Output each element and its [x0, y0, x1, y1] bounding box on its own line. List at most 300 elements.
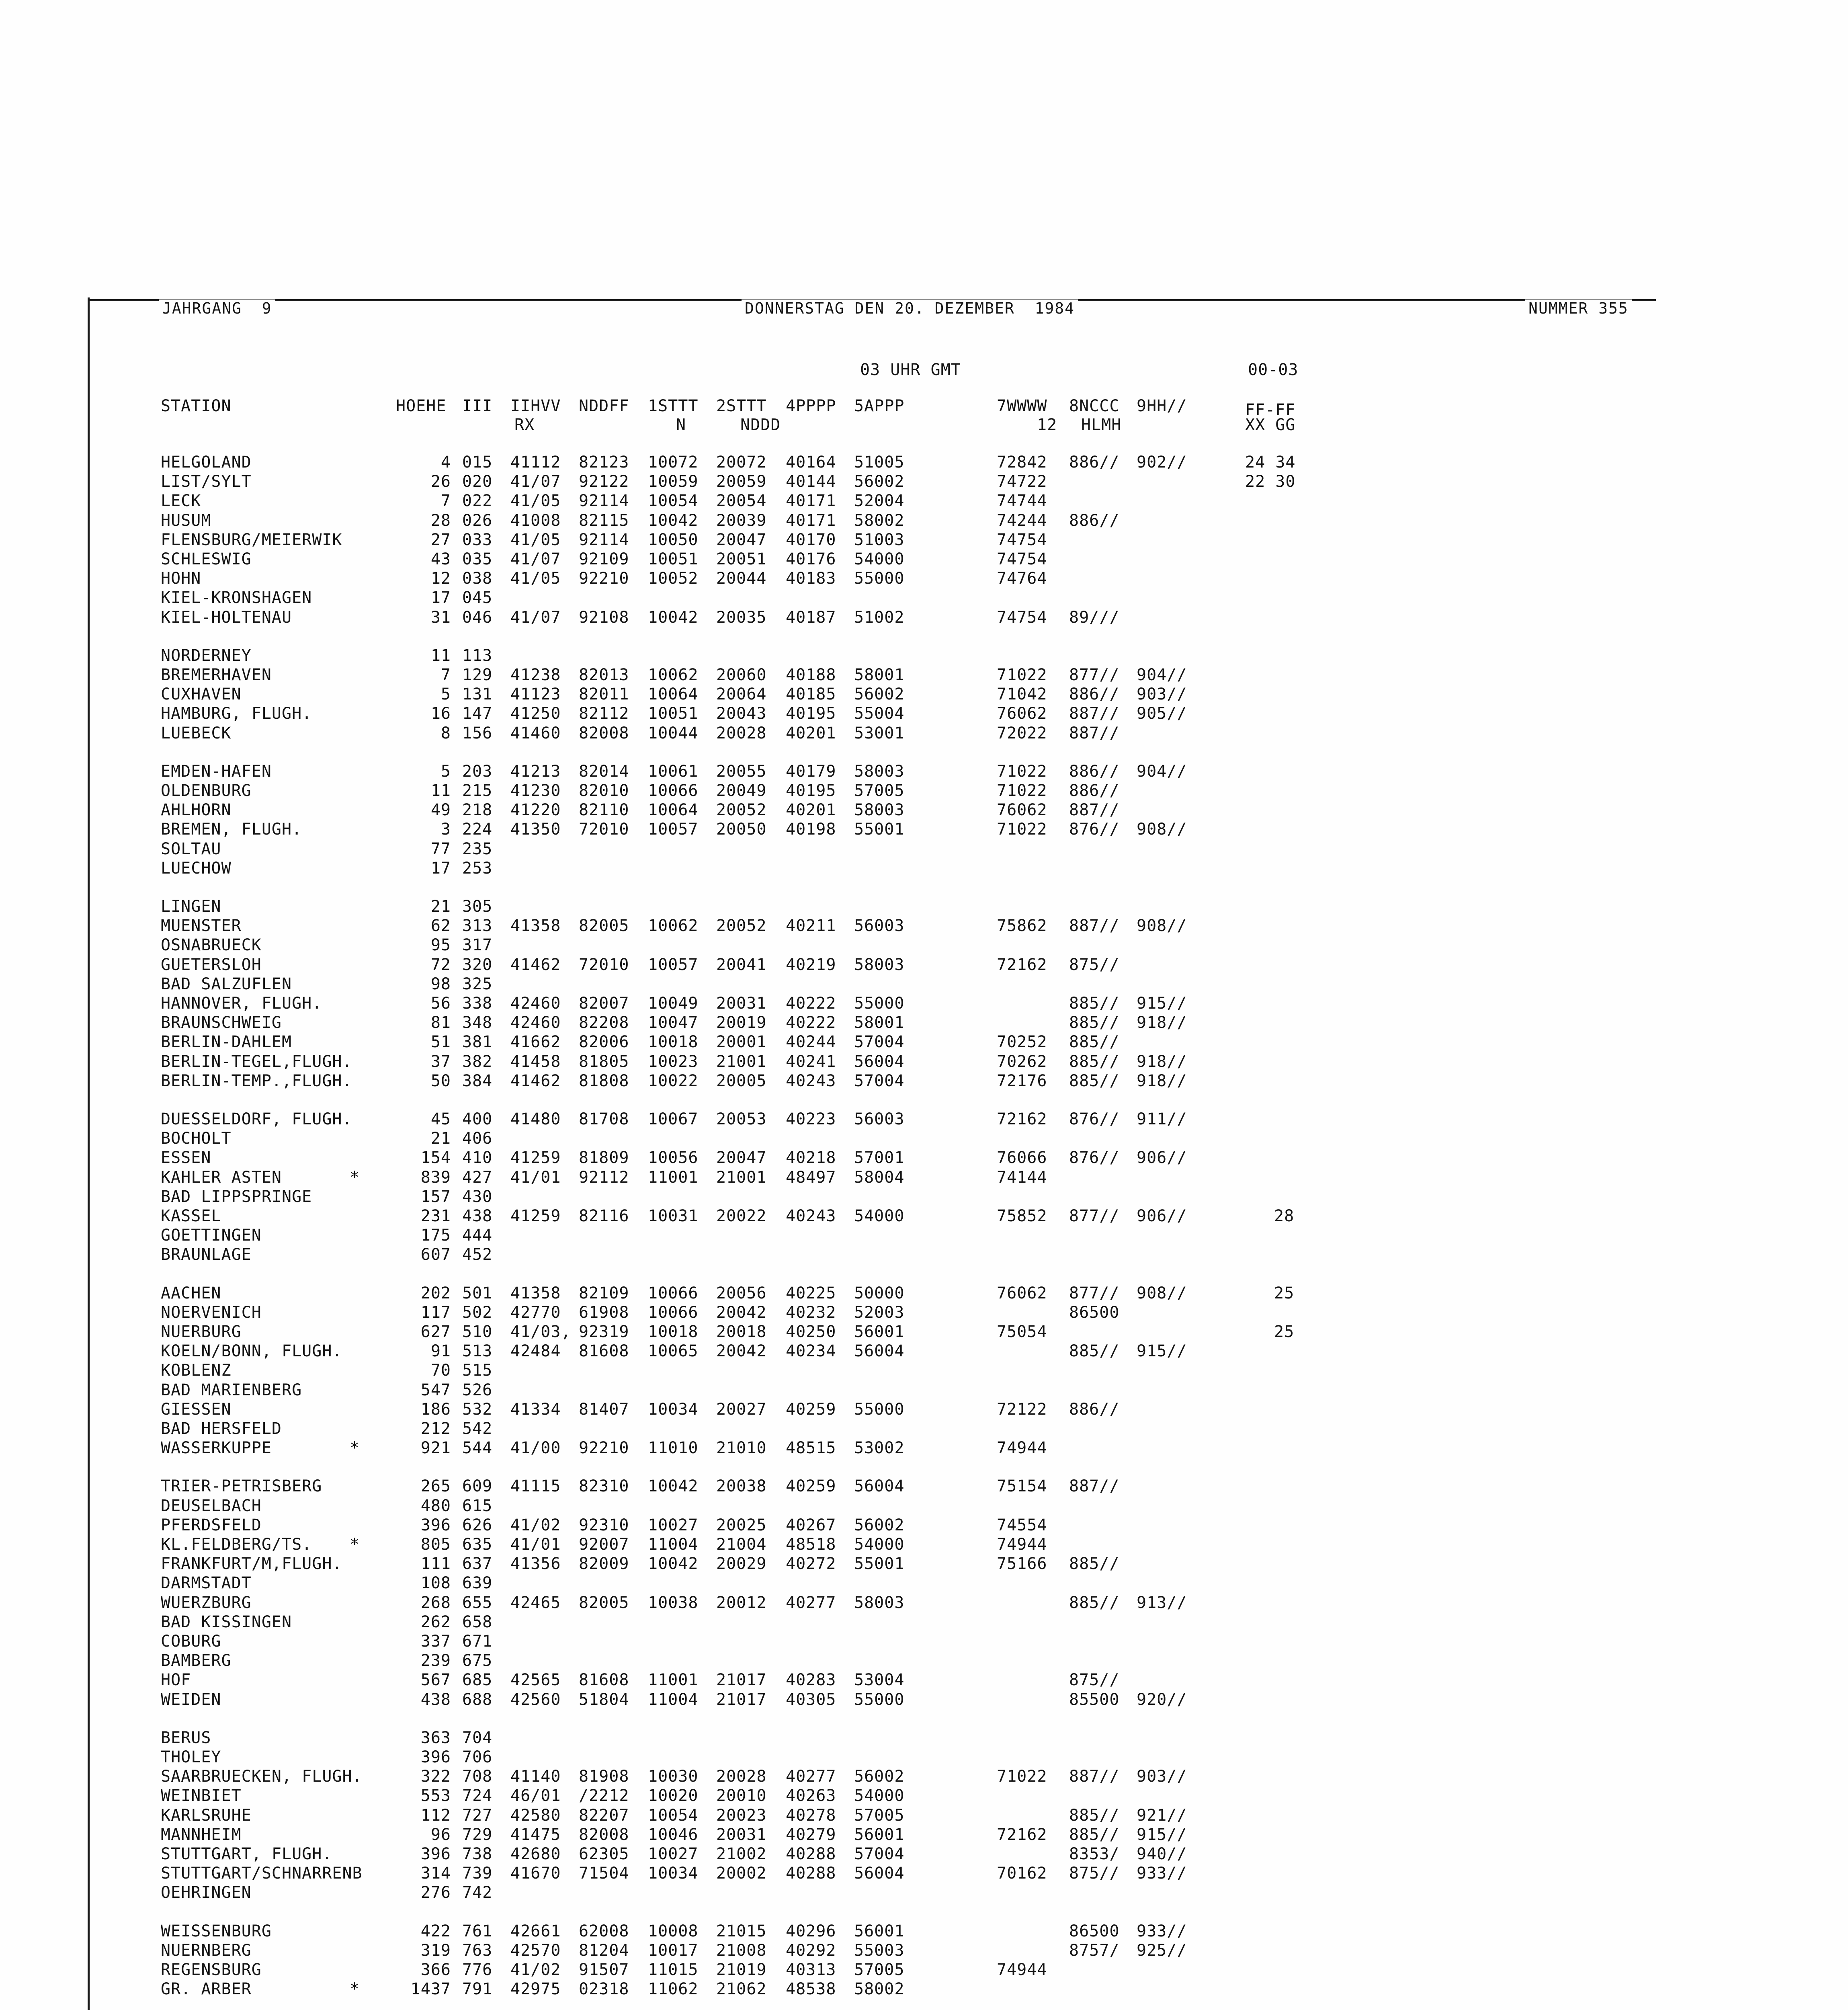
cell-1sttt: 10038	[648, 1594, 699, 1612]
col-station: STATION	[161, 397, 232, 415]
cell-1sttt: 10031	[648, 1207, 699, 1225]
cell-iii: 544	[462, 1439, 493, 1457]
cell-4pppp: 48538	[786, 1980, 836, 1998]
cell-7wwww: 76062	[997, 704, 1047, 723]
cell-nddff: /2212	[579, 1786, 629, 1805]
cell-nddff: 92310	[579, 1516, 629, 1534]
cell-hoehe: 21	[430, 897, 451, 916]
cell-9hh: 925//	[1137, 1941, 1187, 1960]
cell-5appp: 58001	[854, 666, 905, 684]
cell-2sttt: 21001	[716, 1052, 767, 1071]
cell-9hh: 915//	[1137, 994, 1187, 1013]
col-iihvv: IIHVV	[510, 397, 561, 415]
station-name: BREMEN, FLUGH.	[161, 820, 302, 839]
station-name: KIEL-HOLTENAU	[161, 608, 292, 627]
cell-1sttt: 10057	[648, 820, 699, 839]
cell-8nccc: 886//	[1069, 1400, 1120, 1419]
cell-2sttt: 20047	[716, 531, 767, 549]
cell-iii: 430	[462, 1188, 493, 1206]
cell-5appp: 55000	[854, 1690, 905, 1709]
cell-hoehe: 72	[430, 956, 451, 974]
station-name: KASSEL	[161, 1207, 221, 1225]
cell-iii: 113	[462, 646, 493, 665]
cell-nddff: 82207	[579, 1806, 629, 1825]
cell-iii: 131	[462, 685, 493, 704]
cell-4pppp: 40250	[786, 1323, 836, 1341]
station-name: LUEBECK	[161, 724, 232, 742]
cell-iii: 708	[462, 1767, 493, 1786]
cell-iii: 317	[462, 936, 493, 954]
cell-hoehe: 51	[430, 1033, 451, 1051]
cell-iii: 739	[462, 1864, 493, 1883]
cell-4pppp: 40288	[786, 1845, 836, 1863]
station-name: LIST/SYLT	[161, 472, 252, 491]
cell-nddff: 82014	[579, 762, 629, 781]
cell-iii: 382	[462, 1052, 493, 1071]
cell-8nccc: 886//	[1069, 781, 1120, 800]
col-iihvv-sub: RX	[514, 416, 535, 434]
cell-4pppp: 40185	[786, 685, 836, 704]
cell-hoehe: 607	[420, 1245, 451, 1264]
cell-8nccc: 886//	[1069, 453, 1120, 472]
cell-hoehe: 4	[440, 453, 451, 472]
cell-hoehe: 567	[420, 1671, 451, 1689]
cell-7wwww: 74754	[997, 550, 1047, 568]
cell-5appp: 56004	[854, 1052, 905, 1071]
cell-1sttt: 10051	[648, 704, 699, 723]
cell-4pppp: 40201	[786, 801, 836, 819]
cell-iii: 325	[462, 975, 493, 993]
cell-nddff: 61908	[579, 1303, 629, 1322]
cell-7wwww: 72162	[997, 1110, 1047, 1128]
cell-hoehe: 21	[430, 1129, 451, 1148]
cell-2sttt: 20064	[716, 685, 767, 704]
station-name: GUETERSLOH	[161, 956, 262, 974]
cell-hoehe: 363	[420, 1729, 451, 1747]
cell-7wwww: 71022	[997, 820, 1047, 839]
cell-9hh: 911//	[1137, 1110, 1187, 1128]
cell-8nccc: 877//	[1069, 1207, 1120, 1225]
cell-4pppp: 40305	[786, 1690, 836, 1709]
cell-4pppp: 40222	[786, 994, 836, 1013]
station-name: AACHEN	[161, 1284, 221, 1302]
cell-iihvv: 41/03,	[510, 1323, 571, 1341]
cell-1sttt: 10042	[648, 1555, 699, 1573]
cell-2sttt: 20051	[716, 550, 767, 568]
cell-7wwww: 72022	[997, 724, 1047, 742]
cell-iii: 381	[462, 1033, 493, 1051]
cell-hoehe: 175	[420, 1226, 451, 1245]
cell-hoehe: 50	[430, 1072, 451, 1090]
cell-4pppp: 40283	[786, 1671, 836, 1689]
issue-number: NUMMER 355	[1525, 301, 1632, 316]
station-name: BRAUNLAGE	[161, 1245, 252, 1264]
cell-hoehe: 1437	[410, 1980, 451, 1998]
station-name: WEISSENBURG	[161, 1922, 272, 1940]
cell-iihvv: 42661	[510, 1922, 561, 1940]
cell-hoehe: 438	[420, 1690, 451, 1709]
cell-hoehe: 396	[420, 1748, 451, 1766]
cell-nddff: 91507	[579, 1961, 629, 1979]
station-name: WASSERKUPPE	[161, 1439, 272, 1457]
cell-iii: 406	[462, 1129, 493, 1148]
cell-8nccc: 886//	[1069, 511, 1120, 530]
cell-iihvv: 41250	[510, 704, 561, 723]
station-name: GR. ARBER	[161, 1980, 252, 1998]
cell-5appp: 55000	[854, 1400, 905, 1419]
cell-5appp: 55001	[854, 1555, 905, 1573]
cell-iihvv: 42975	[510, 1980, 561, 1998]
cell-nddff: 72010	[579, 956, 629, 974]
col-8nccc-sub: HLMH	[1081, 416, 1122, 434]
cell-nddff: 92108	[579, 608, 629, 627]
station-name: BAD LIPPSPRINGE	[161, 1188, 312, 1206]
cell-5appp: 55003	[854, 1941, 905, 1960]
cell-hoehe: 37	[430, 1052, 451, 1071]
cell-1sttt: 10017	[648, 1941, 699, 1960]
cell-7wwww: 75154	[997, 1477, 1047, 1495]
station-name: KIEL-KRONSHAGEN	[161, 589, 312, 607]
cell-2sttt: 20041	[716, 956, 767, 974]
cell-iihvv: 42460	[510, 1013, 561, 1032]
cell-5appp: 52003	[854, 1303, 905, 1322]
cell-8nccc: 875//	[1069, 1671, 1120, 1689]
cell-nddff: 81809	[579, 1149, 629, 1167]
cell-1sttt: 10047	[648, 1013, 699, 1032]
cell-hoehe: 212	[420, 1419, 451, 1438]
cell-9hh: 908//	[1137, 1284, 1187, 1302]
station-name: GIESSEN	[161, 1400, 232, 1419]
col-iii: III	[462, 397, 493, 415]
cell-hoehe: 56	[430, 994, 451, 1013]
cell-5appp: 58003	[854, 762, 905, 781]
cell-iihvv: 41112	[510, 453, 561, 472]
cell-4pppp: 40188	[786, 666, 836, 684]
cell-5appp: 56002	[854, 1767, 905, 1786]
cell-hoehe: 112	[420, 1806, 451, 1825]
cell-nddff: 92109	[579, 550, 629, 568]
cell-2sttt: 20050	[716, 820, 767, 839]
cell-iii: 427	[462, 1168, 493, 1187]
cell-iii: 510	[462, 1323, 493, 1341]
cell-1sttt: 10050	[648, 531, 699, 549]
cell-nddff: 82005	[579, 1594, 629, 1612]
col-ff-sub: XX GG	[1245, 416, 1296, 434]
cell-8nccc: 886//	[1069, 685, 1120, 704]
cell-nddff: 92114	[579, 492, 629, 510]
cell-7wwww: 74754	[997, 531, 1047, 549]
cell-4pppp: 40267	[786, 1516, 836, 1534]
cell-8nccc: 885//	[1069, 1342, 1120, 1360]
cell-hoehe: 5	[440, 685, 451, 704]
cell-iihvv: 42565	[510, 1671, 561, 1689]
cell-1sttt: 10046	[648, 1825, 699, 1844]
station-name: BERUS	[161, 1729, 211, 1747]
cell-hoehe: 157	[420, 1188, 451, 1206]
cell-7wwww: 71022	[997, 1767, 1047, 1786]
station-name: ESSEN	[161, 1149, 211, 1167]
cell-hoehe: 96	[430, 1825, 451, 1844]
cell-iii: 738	[462, 1845, 493, 1863]
station-name: FRANKFURT/M,FLUGH.	[161, 1555, 342, 1573]
col-4pppp: 4PPPP	[786, 397, 836, 415]
cell-7wwww: 75166	[997, 1555, 1047, 1573]
cell-4pppp: 40296	[786, 1922, 836, 1940]
cell-iii: 022	[462, 492, 493, 510]
cell-hoehe: 186	[420, 1400, 451, 1419]
cell-ff: 22 30	[1245, 472, 1296, 491]
cell-1sttt: 10057	[648, 956, 699, 974]
cell-9hh: 913//	[1137, 1594, 1187, 1612]
cell-iii: 046	[462, 608, 493, 627]
cell-8nccc: 86500	[1069, 1922, 1120, 1940]
cell-8nccc: 8757/	[1069, 1941, 1120, 1960]
cell-1sttt: 11001	[648, 1168, 699, 1187]
cell-8nccc: 885//	[1069, 1594, 1120, 1612]
cell-hoehe: 62	[430, 917, 451, 935]
cell-iihvv: 41115	[510, 1477, 561, 1495]
cell-4pppp: 40277	[786, 1767, 836, 1786]
cell-4pppp: 40292	[786, 1941, 836, 1960]
cell-nddff: 92114	[579, 531, 629, 549]
cell-2sttt: 20053	[716, 1110, 767, 1128]
cell-4pppp: 40183	[786, 569, 836, 588]
cell-nddff: 82112	[579, 704, 629, 723]
cell-iihvv: 41123	[510, 685, 561, 704]
cell-nddff: 82010	[579, 781, 629, 800]
cell-4pppp: 40171	[786, 492, 836, 510]
cell-5appp: 53002	[854, 1439, 905, 1457]
cell-iii: 156	[462, 724, 493, 742]
col-1sttt-sub: N	[676, 416, 686, 434]
station-name: KOELN/BONN, FLUGH.	[161, 1342, 342, 1360]
cell-hoehe: 70	[430, 1361, 451, 1380]
cell-hoehe: 276	[420, 1883, 451, 1902]
cell-iihvv: 41/07	[510, 472, 561, 491]
cell-4pppp: 40223	[786, 1110, 836, 1128]
cell-iihvv: 41358	[510, 1284, 561, 1302]
cell-5appp: 56004	[854, 1342, 905, 1360]
cell-8nccc: 887//	[1069, 1477, 1120, 1495]
cell-nddff: 62305	[579, 1845, 629, 1863]
cell-nddff: 82116	[579, 1207, 629, 1225]
cell-nddff: 81805	[579, 1052, 629, 1071]
cell-iii: 026	[462, 511, 493, 530]
cell-hoehe: 839	[420, 1168, 451, 1187]
cell-iihvv: 41259	[510, 1149, 561, 1167]
station-name: STUTTGART/SCHNARRENB	[161, 1864, 363, 1883]
cell-5appp: 55000	[854, 994, 905, 1013]
cell-8nccc: 885//	[1069, 1033, 1120, 1051]
cell-iihvv: 41259	[510, 1207, 561, 1225]
station-name: BRAUNSCHWEIG	[161, 1013, 282, 1032]
cell-1sttt: 10054	[648, 492, 699, 510]
station-name: BAD HERSFELD	[161, 1419, 282, 1438]
station-name: BAD MARIENBERG	[161, 1381, 302, 1399]
cell-iii: 305	[462, 897, 493, 916]
cell-nddff: 51804	[579, 1690, 629, 1709]
cell-hoehe: 77	[430, 840, 451, 858]
cell-iihvv: 41/05	[510, 569, 561, 588]
station-name: BAD KISSINGEN	[161, 1613, 292, 1631]
cell-hoehe: 202	[420, 1284, 451, 1302]
cell-7wwww: 74554	[997, 1516, 1047, 1534]
cell-iii: 147	[462, 704, 493, 723]
cell-5appp: 56001	[854, 1323, 905, 1341]
cell-nddff: 82310	[579, 1477, 629, 1495]
cell-4pppp: 40198	[786, 820, 836, 839]
cell-2sttt: 21017	[716, 1690, 767, 1709]
cell-4pppp: 48497	[786, 1168, 836, 1187]
cell-hoehe: 45	[430, 1110, 451, 1128]
cell-iii: 688	[462, 1690, 493, 1709]
cell-iii: 035	[462, 550, 493, 568]
cell-iii: 438	[462, 1207, 493, 1225]
cell-2sttt: 20028	[716, 1767, 767, 1786]
cell-1sttt: 10059	[648, 472, 699, 491]
cell-2sttt: 20018	[716, 1323, 767, 1341]
cell-4pppp: 40243	[786, 1072, 836, 1090]
cell-iii: 637	[462, 1555, 493, 1573]
cell-iihvv: 41230	[510, 781, 561, 800]
cell-iihvv: 41356	[510, 1555, 561, 1573]
cell-8nccc: 875//	[1069, 956, 1120, 974]
cell-7wwww: 71042	[997, 685, 1047, 704]
cell-2sttt: 21001	[716, 1168, 767, 1187]
cell-iihvv: 42460	[510, 994, 561, 1013]
cell-9hh: 921//	[1137, 1806, 1187, 1825]
station-name: BERLIN-TEGEL,FLUGH.	[161, 1052, 352, 1071]
cell-nddff: 82109	[579, 1284, 629, 1302]
cell-hoehe: 7	[440, 492, 451, 510]
cell-iii: 235	[462, 840, 493, 858]
cell-2sttt: 20038	[716, 1477, 767, 1495]
cell-hoehe: 396	[420, 1845, 451, 1863]
cell-1sttt: 10066	[648, 1284, 699, 1302]
cell-nddff: 81608	[579, 1342, 629, 1360]
cell-iii: 675	[462, 1651, 493, 1670]
cell-hoehe: 322	[420, 1767, 451, 1786]
cell-5appp: 56004	[854, 1864, 905, 1883]
cell-1sttt: 10066	[648, 1303, 699, 1322]
mountain-station-marker: *	[350, 1439, 360, 1457]
cell-1sttt: 10027	[648, 1845, 699, 1863]
cell-2sttt: 21062	[716, 1980, 767, 1998]
cell-5appp: 56003	[854, 1110, 905, 1128]
cell-4pppp: 40179	[786, 762, 836, 781]
cell-nddff: 82208	[579, 1013, 629, 1032]
cell-8nccc: 887//	[1069, 704, 1120, 723]
cell-7wwww: 71022	[997, 781, 1047, 800]
station-name: SCHLESWIG	[161, 550, 252, 568]
cell-5appp: 57005	[854, 781, 905, 800]
cell-ff: 25	[1274, 1323, 1295, 1341]
cell-7wwww: 74144	[997, 1168, 1047, 1187]
cell-hoehe: 98	[430, 975, 451, 993]
cell-hoehe: 314	[420, 1864, 451, 1883]
cell-iihvv: 41/07	[510, 550, 561, 568]
cell-9hh: 903//	[1137, 1767, 1187, 1786]
station-name: KAHLER ASTEN	[161, 1168, 282, 1187]
cell-iii: 045	[462, 589, 493, 607]
station-name: STUTTGART, FLUGH.	[161, 1845, 332, 1863]
cell-hoehe: 26	[430, 472, 451, 491]
cell-7wwww: 72176	[997, 1072, 1047, 1090]
cell-9hh: 920//	[1137, 1690, 1187, 1709]
cell-2sttt: 21017	[716, 1671, 767, 1689]
cell-1sttt: 11004	[648, 1690, 699, 1709]
cell-2sttt: 21002	[716, 1845, 767, 1863]
cell-2sttt: 20001	[716, 1033, 767, 1051]
cell-hoehe: 11	[430, 646, 451, 665]
cell-2sttt: 20054	[716, 492, 767, 510]
cell-nddff: 81608	[579, 1671, 629, 1689]
cell-hoehe: 3	[440, 820, 451, 839]
cell-hoehe: 8	[440, 724, 451, 742]
cell-iii: 320	[462, 956, 493, 974]
cell-iihvv: 41/02	[510, 1961, 561, 1979]
cell-iii: 338	[462, 994, 493, 1013]
station-name: BERLIN-TEMP.,FLUGH.	[161, 1072, 352, 1090]
cell-iihvv: 42680	[510, 1845, 561, 1863]
col-ff: FF-FF	[1245, 401, 1296, 419]
cell-hoehe: 547	[420, 1381, 451, 1399]
cell-hoehe: 337	[420, 1632, 451, 1651]
cell-1sttt: 10072	[648, 453, 699, 472]
cell-nddff: 82115	[579, 511, 629, 530]
cell-8nccc: 877//	[1069, 1284, 1120, 1302]
cell-iii: 729	[462, 1825, 493, 1844]
cell-4pppp: 40187	[786, 608, 836, 627]
cell-1sttt: 10054	[648, 1806, 699, 1825]
station-name: REGENSBURG	[161, 1961, 262, 1979]
cell-9hh: 940//	[1137, 1845, 1187, 1863]
cell-4pppp: 40164	[786, 453, 836, 472]
cell-4pppp: 40243	[786, 1207, 836, 1225]
cell-5appp: 51002	[854, 608, 905, 627]
cell-4pppp: 40241	[786, 1052, 836, 1071]
col-nddff: NDDFF	[579, 397, 629, 415]
cell-5appp: 57005	[854, 1961, 905, 1979]
cell-iii: 444	[462, 1226, 493, 1245]
cell-2sttt: 20056	[716, 1284, 767, 1302]
cell-iihvv: 41480	[510, 1110, 561, 1128]
cell-hoehe: 921	[420, 1439, 451, 1457]
cell-9hh: 933//	[1137, 1864, 1187, 1883]
cell-5appp: 54000	[854, 1207, 905, 1225]
cell-iii: 313	[462, 917, 493, 935]
cell-7wwww: 74754	[997, 608, 1047, 627]
cell-nddff: 62008	[579, 1922, 629, 1940]
cell-5appp: 56003	[854, 917, 905, 935]
station-name: THOLEY	[161, 1748, 221, 1766]
station-name: PFERDSFELD	[161, 1516, 262, 1534]
cell-iii: 502	[462, 1303, 493, 1322]
cell-2sttt: 20012	[716, 1594, 767, 1612]
cell-5appp: 56001	[854, 1825, 905, 1844]
cell-2sttt: 20059	[716, 472, 767, 491]
cell-nddff: 82011	[579, 685, 629, 704]
cell-4pppp: 40170	[786, 531, 836, 549]
cell-9hh: 918//	[1137, 1052, 1187, 1071]
cell-2sttt: 20042	[716, 1303, 767, 1322]
cell-1sttt: 10030	[648, 1767, 699, 1786]
station-name: OSNABRUECK	[161, 936, 262, 954]
cell-iii: 129	[462, 666, 493, 684]
cell-9hh: 904//	[1137, 666, 1187, 684]
cell-iii: 542	[462, 1419, 493, 1438]
cell-5appp: 52004	[854, 492, 905, 510]
